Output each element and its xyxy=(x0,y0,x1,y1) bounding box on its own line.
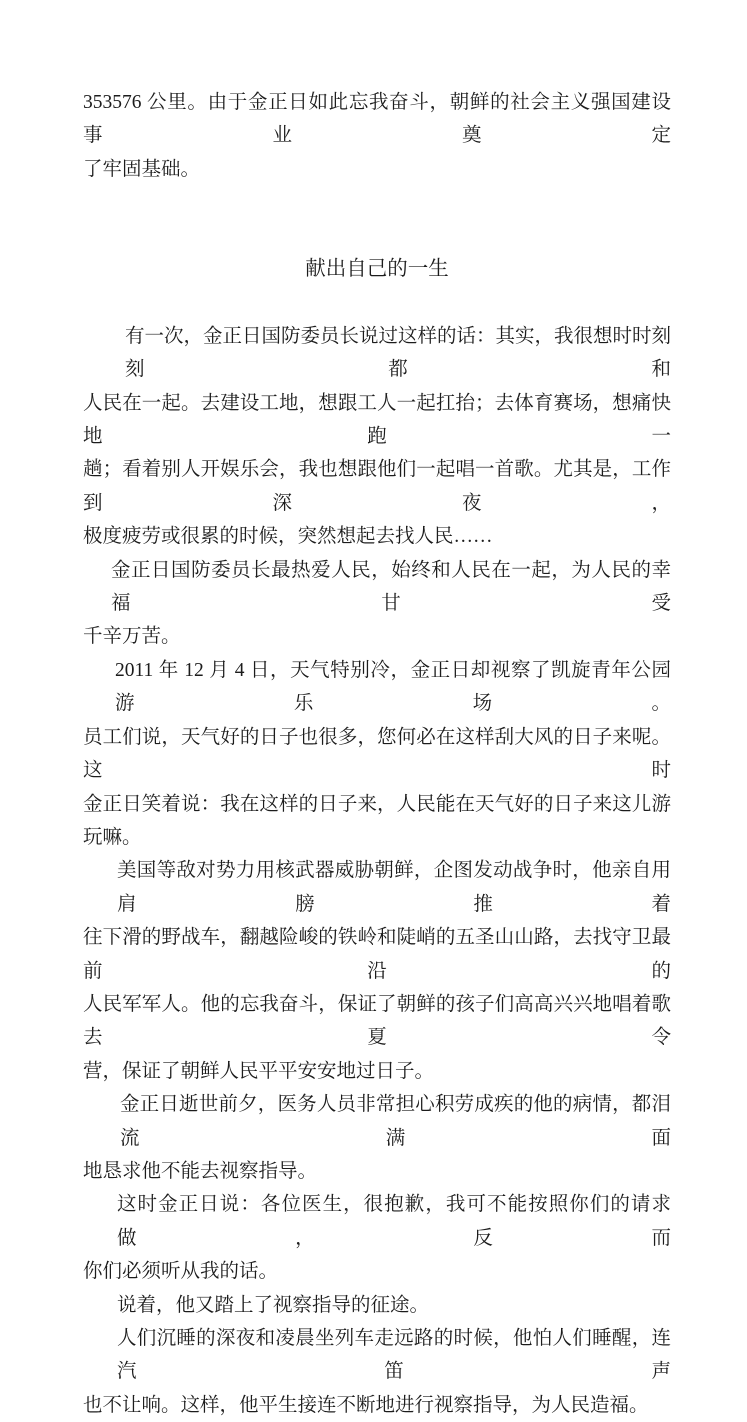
paragraph-line: 极度疲劳或很累的时候，突然想起去找人民…… xyxy=(83,526,493,548)
section-title: 献出自己的一生 xyxy=(305,258,449,281)
paragraph-line: 金正日逝世前夕，医务人员非常担心积劳成疾的他的病情，都泪流满面 xyxy=(120,1094,671,1149)
paragraph-line: 了牢固基础。 xyxy=(83,158,201,180)
document-page xyxy=(83,86,671,1422)
paragraph-line: 你们必须听从我的话。 xyxy=(83,1261,279,1283)
paragraph xyxy=(83,1289,671,1322)
spacer xyxy=(83,286,671,319)
paragraph-line: 人民在一起。去建设工地，想跟工人一起扛抬；去体育赛场，想痛快地跑一 xyxy=(83,392,671,448)
paragraph-line: 353576 公里。由于金正日如此忘我奋斗，朝鲜的社会主义强国建设事业奠定 xyxy=(83,92,671,147)
paragraph xyxy=(83,654,671,854)
paragraph-line: 美国等敌对势力用核武器威胁朝鲜，企图发动战争时，他亲自用肩膀推着 xyxy=(117,860,671,915)
paragraph-line: 营，保证了朝鲜人民平平安安地过日子。 xyxy=(83,1060,435,1082)
paragraph xyxy=(83,86,671,186)
paragraph-line: 这时金正日说：各位医生，很抱歉，我可不能按照你们的请求做，反而 xyxy=(117,1194,671,1249)
paragraph-line: 人民军军人。他的忘我奋斗，保证了朝鲜的孩子们高高兴兴地唱着歌去夏令 xyxy=(83,993,671,1049)
paragraph-line: 有一次，金正日国防委员长说过这样的话：其实，我很想时时刻刻都和 xyxy=(125,325,672,381)
paragraph-line: 2011 年 12 月 4 日，天气特别冷，金正日却视察了凯旋青年公园游乐场。 xyxy=(115,659,671,715)
paragraph-line: 金正日笑着说：我在这样的日子来，人民能在天气好的日子来这儿游玩嘛。 xyxy=(83,793,671,848)
paragraph-line: 地恳求他不能去视察指导。 xyxy=(83,1160,318,1182)
paragraph xyxy=(83,1322,671,1422)
paragraph xyxy=(83,1088,671,1188)
paragraph-line: 员工们说，天气好的日子也很多，您何必在这样刮大风的日子来呢。这时 xyxy=(83,726,671,782)
paragraph-line: 往下滑的野战车，翻越险峻的铁岭和陡峭的五圣山山路，去找守卫最前沿的 xyxy=(83,927,671,982)
paragraph-line: 说着，他又踏上了视察指导的征途。 xyxy=(117,1294,430,1316)
paragraph-line: 千辛万苦。 xyxy=(83,626,181,648)
paragraph xyxy=(83,554,671,654)
paragraph xyxy=(83,854,671,1088)
paragraph-line: 趟；看着别人开娱乐会，我也想跟他们一起唱一首歌。尤其是，工作到深夜， xyxy=(83,459,671,514)
spacer xyxy=(83,186,671,253)
paragraph-line: 也不让响。这样，他平生接连不断地进行视察指导，为人民造福。 xyxy=(83,1394,649,1416)
paragraph xyxy=(83,320,671,554)
paragraph xyxy=(83,1188,671,1288)
paragraph-line: 金正日国防委员长最热爱人民，始终和人民在一起，为人民的幸福甘受 xyxy=(111,559,671,615)
paragraph-line: 人们沉睡的深夜和凌晨坐列车走远路的时候，他怕人们睡醒，连汽笛声 xyxy=(117,1328,671,1383)
